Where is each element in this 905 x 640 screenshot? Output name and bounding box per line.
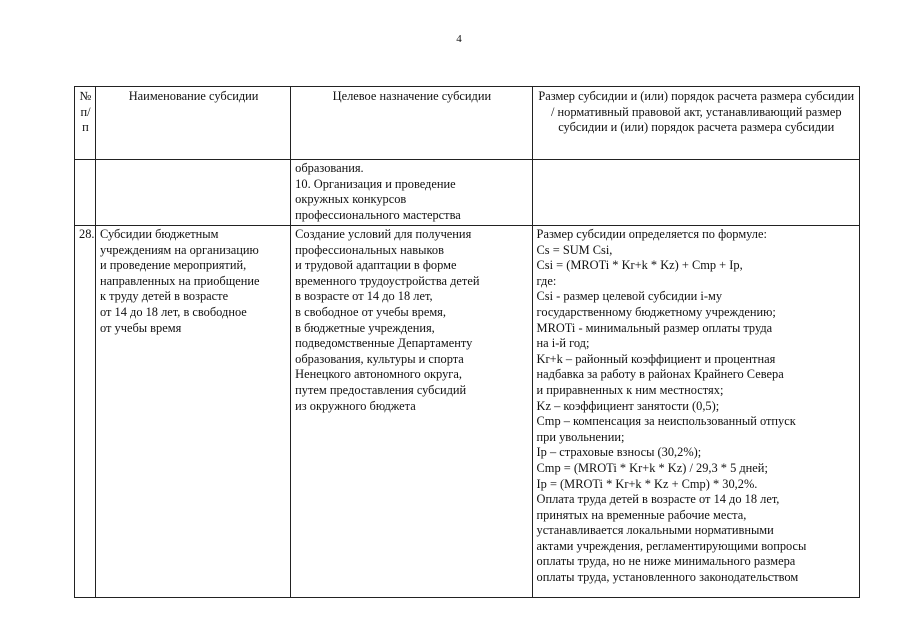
header-purpose: Целевое назначение субсидии [291, 87, 532, 160]
table-header-row [75, 87, 860, 160]
header-num: № п/п [75, 87, 96, 160]
cell-amount: Размер субсидии определяется по формуле: Cs = SUM Csi, Csi = (MROTi * Kr+k * Kz) + Cmp + Ip, где: Csi - размер целевой субсидии i-му государственному бюджетному учреждению; MROTi - минимальный размер оплаты труда на i-й год; Kr+k – районный коэффициент и процентная надбавка за работу в районах Крайнего Севера и приравненных к ним местностях; Kz – коэффициент занятости (0,5); Cmp – компенсация за неиспользованный отпуск при увольнении; Ip – страховые взносы (30,2%); Cmp = (MROTi * Kr+k * Kz) / 29,3 * 5 дней; Ip = (MROTi * Kr+k * Kz + Cmp) * 30,2%. Оплата труда детей в возрасте от 14 до 18 лет, принятых на временные рабочие места, устанавливается локальными нормативными актами учреждения, регламентирующими вопросы оплаты труда, но не ниже минимального размера оплаты труда, установленного законодательством [532, 226, 859, 598]
cell-num: 28. [75, 226, 96, 598]
cell-purpose: образования. 10. Организация и проведение окружных конкурсов профессионального мастерства [291, 160, 532, 226]
subsidy-table [74, 86, 860, 598]
cell-purpose: Создание условий для получения профессиональных навыков и трудовой адаптации в форме временного трудоустройства детей в возрасте от 14 до 18 лет, в свободное от учебы время, в бюджетные учреждения, подведомственные Департаменту образования, культуры и спорта Ненецкого автономного округа, путем предоставления субсидий из окружного бюджета [291, 226, 532, 598]
cell-name [95, 160, 290, 226]
table-row-continuation [75, 160, 860, 226]
header-amount: Размер субсидии и (или) порядок расчета размера субсидии / нормативный правовой акт, устанавливающий размер субсидии и (или) порядок расчета размера субсидии [532, 87, 859, 160]
table-row-28 [75, 226, 860, 598]
page-number: 4 [456, 33, 462, 45]
cell-amount [532, 160, 859, 226]
header-name: Наименование субсидии [95, 87, 290, 160]
cell-name: Субсидии бюджетным учреждениям на организацию и проведение мероприятий, направленных на приобщение к труду детей в возрасте от 14 до 18 лет, в свободное от учебы время [95, 226, 290, 598]
cell-num [75, 160, 96, 226]
